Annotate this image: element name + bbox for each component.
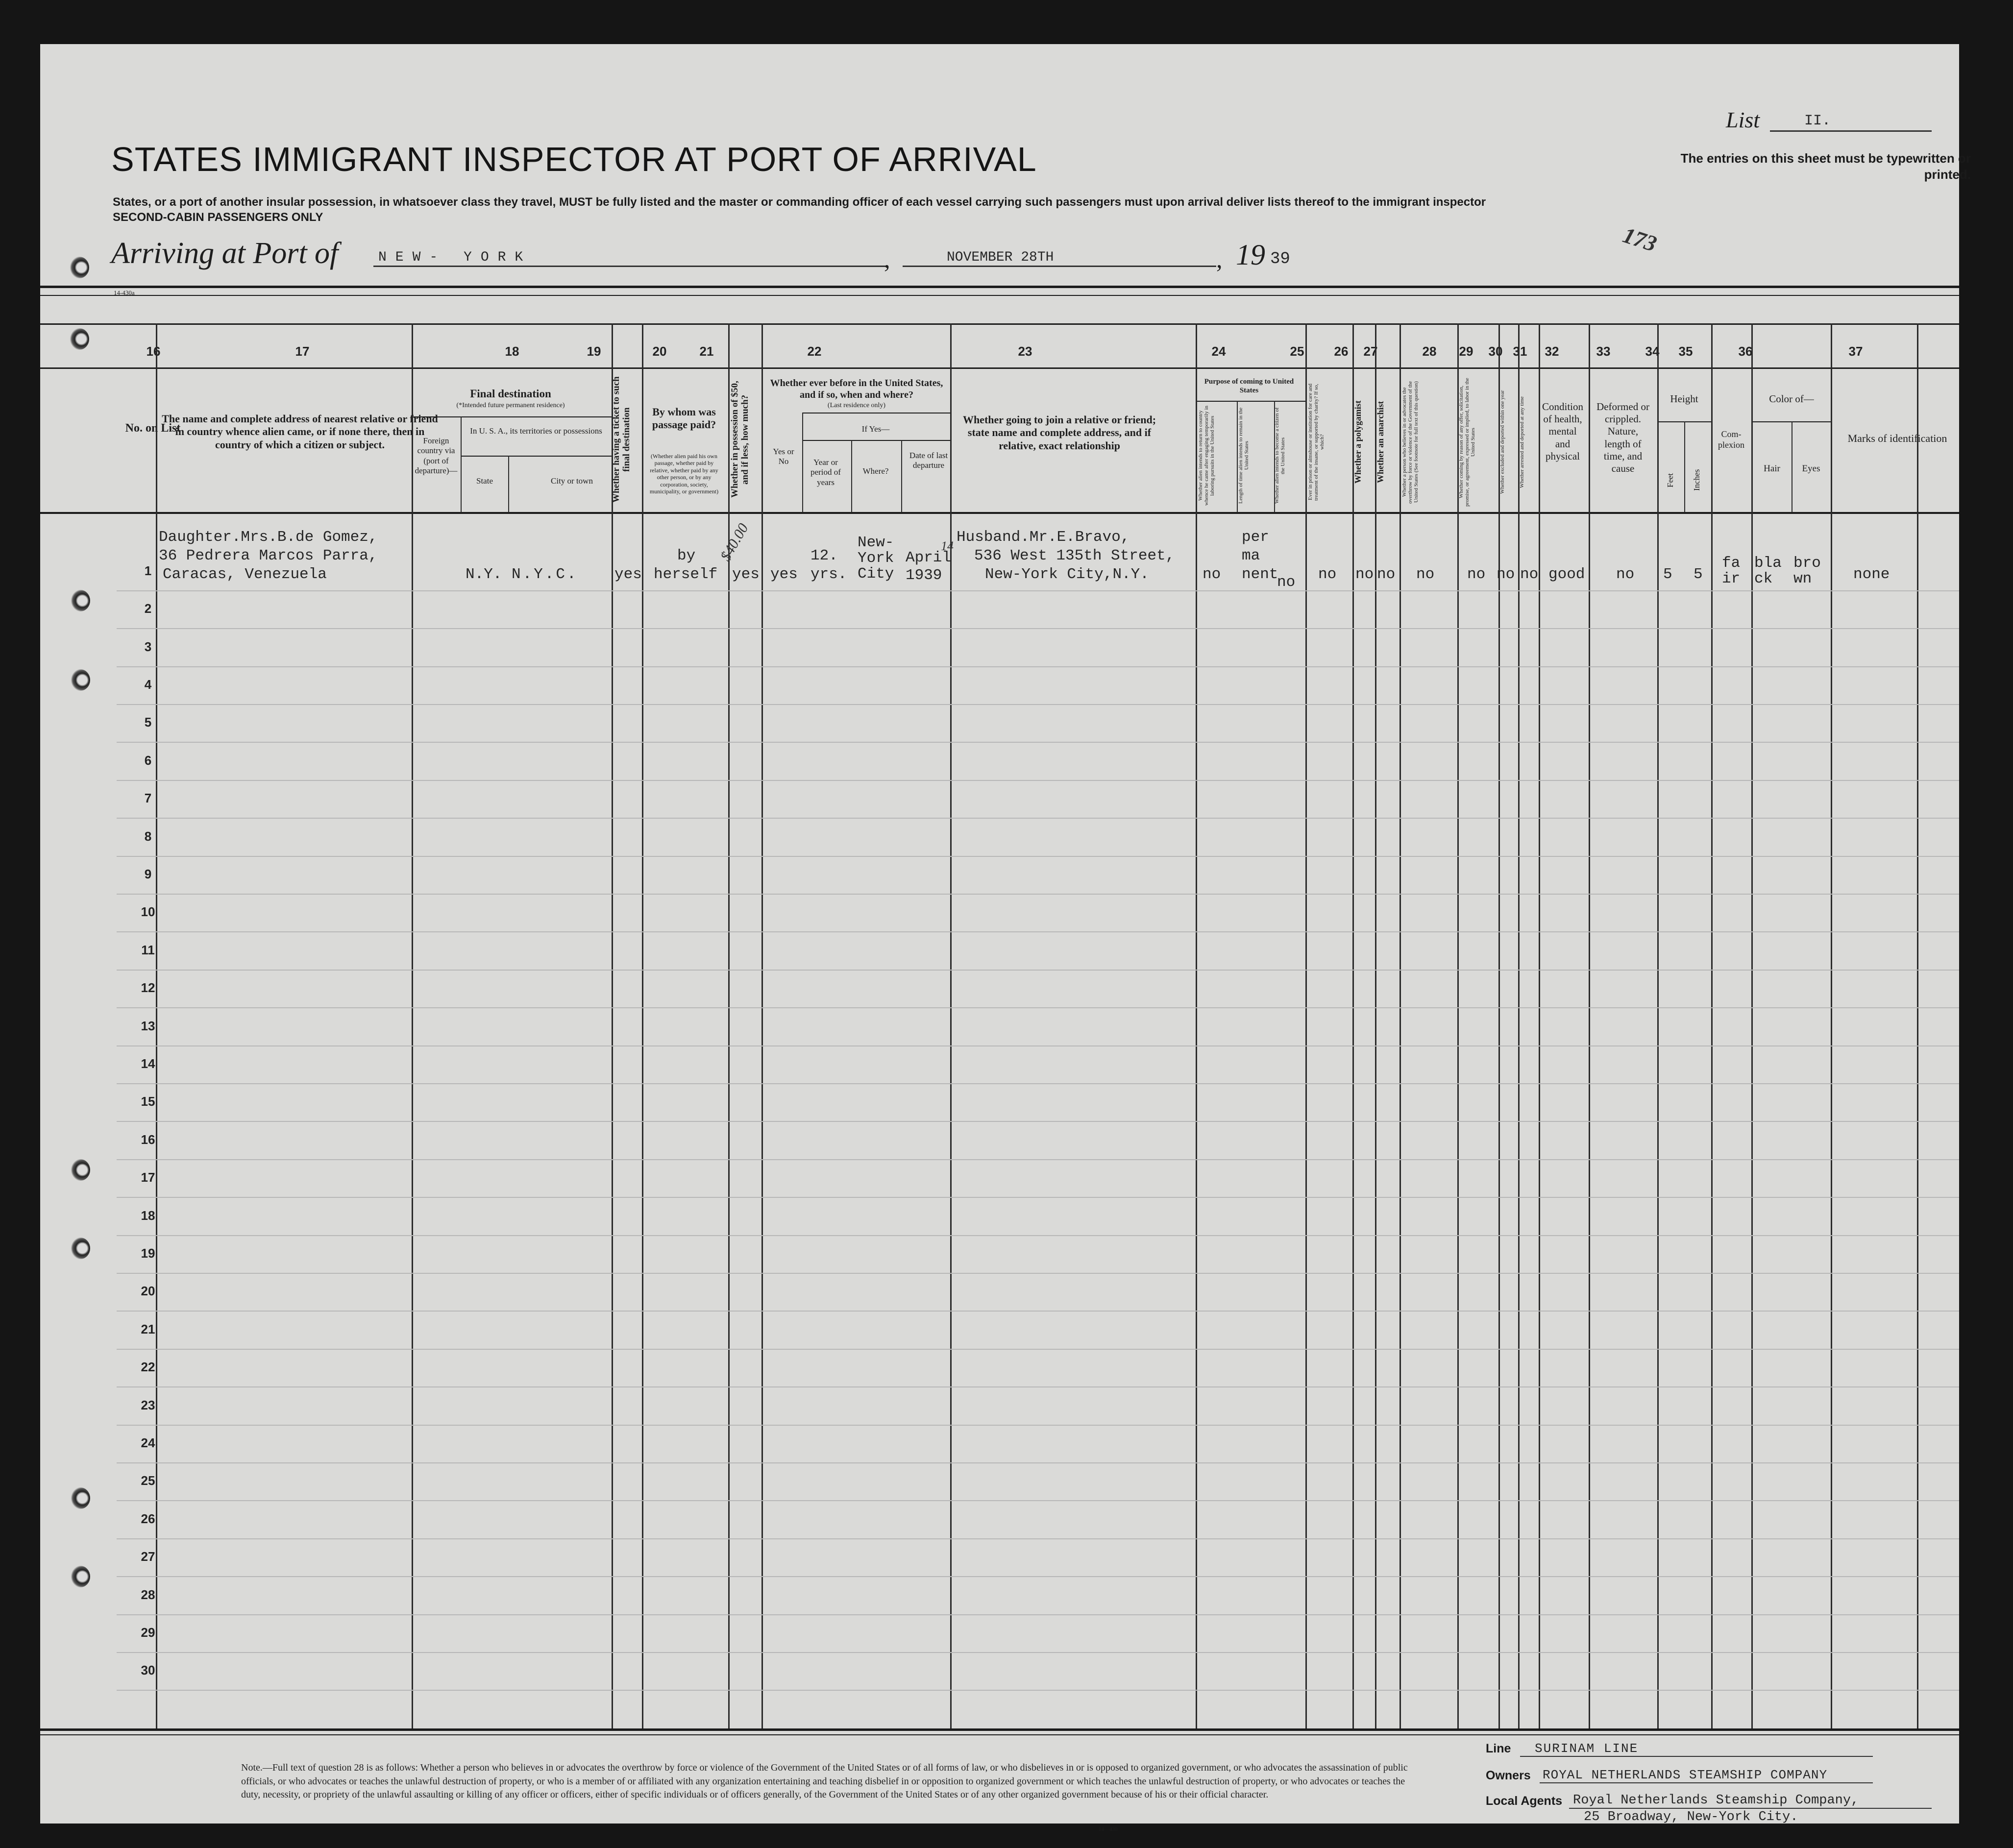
row-number: 29: [141, 1625, 155, 1640]
row-rule-10: [117, 931, 1959, 932]
header-in-usa: In U. S. A., its territories or possessions: [470, 426, 602, 436]
row-number: 7: [144, 791, 152, 805]
row-number: 5: [144, 715, 152, 729]
row-rule-4: [117, 704, 1959, 705]
polygamist-value: no: [1355, 566, 1374, 583]
col-num-33: 33: [1596, 344, 1611, 359]
vrule-29: [1498, 323, 1500, 1728]
row-number: 19: [141, 1246, 155, 1261]
destination-state: N.Y.: [466, 566, 502, 583]
header-excluded: Whether excluded and deported within one year: [1499, 390, 1505, 494]
line-underline: [1520, 1756, 1873, 1757]
col-num-20: 20: [652, 344, 667, 359]
cabin-class: SECOND-CABIN PASSENGERS ONLY: [113, 211, 323, 224]
punch-hole: [71, 1238, 90, 1259]
complexion-line-2: ir: [1722, 570, 1741, 587]
row-rule-14: [117, 1083, 1959, 1084]
where-line-2: York: [858, 550, 894, 567]
vrule-36: [1831, 323, 1832, 1728]
comma: ,: [884, 245, 890, 273]
row-rule-1: [117, 590, 1959, 591]
footer-rule: [40, 1728, 1959, 1731]
row-number: 12: [141, 980, 155, 995]
column-header-top-rule: [40, 367, 1959, 369]
col-num-35: 35: [1678, 344, 1693, 359]
row-rule-15: [117, 1121, 1959, 1122]
where-line-3: City: [858, 565, 894, 583]
contract-value: no: [1467, 566, 1486, 583]
row-number: 25: [141, 1473, 155, 1488]
vrule-37: [1917, 323, 1918, 1728]
header-ever-before: Whether ever before in the United States, and if so, when and where?: [770, 378, 943, 400]
arrival-date: NOVEMBER 28TH: [947, 250, 1054, 265]
vrule-17: [412, 323, 413, 1728]
row-rule-5: [117, 742, 1959, 743]
header-anarchist: Whether an anarchist: [1375, 401, 1385, 484]
arriving-label: Arriving at Port of: [111, 237, 339, 270]
relative-line-1: Daughter.Mrs.B.de Gomez,: [159, 529, 378, 546]
row-number: 15: [141, 1094, 155, 1109]
punch-hole: [70, 328, 89, 350]
header-final-destination-note: (*Intended future permanent residence): [456, 402, 565, 409]
row-number: 13: [141, 1019, 155, 1033]
subheader-rule-purpose: [1197, 401, 1305, 402]
page-title: STATES IMMIGRANT INSPECTOR AT PORT OF ARRIVAL: [111, 140, 1037, 178]
line-label: Line: [1486, 1742, 1511, 1755]
list-number: II.: [1804, 113, 1831, 129]
owners-underline: [1540, 1782, 1873, 1783]
joining-line-2: 536 West 135th Street,: [974, 547, 1175, 564]
divider-where: [901, 440, 902, 512]
col-num-19: 19: [587, 344, 601, 359]
divider-state: [508, 456, 509, 512]
row-number: 2: [144, 601, 152, 616]
comma-2: ,: [1216, 245, 1223, 273]
col-num-30: 30: [1488, 344, 1503, 359]
agents-value-line-1: Royal Netherlands Steamship Company,: [1573, 1793, 1859, 1808]
row-number: 8: [144, 829, 152, 844]
header-final-destination: Final destination: [470, 388, 551, 400]
header-contract-labor: Whether coming by reason of any offer, solicitation, promise, or agreement, expressed or implied, to labor in the United States: [1458, 378, 1476, 507]
joining-line-3: New-York City,N.Y.: [985, 566, 1149, 583]
paid-by-line-2: herself: [654, 566, 718, 583]
page-stamp-number: 173: [1620, 222, 1660, 257]
complexion-line-1: fa: [1722, 555, 1741, 572]
before-value: yes: [770, 566, 798, 583]
health-value: good: [1548, 566, 1585, 583]
row-rule-28: [117, 1614, 1959, 1615]
port-name: NEW- YORK: [378, 250, 532, 265]
row-number: 23: [141, 1398, 155, 1412]
row-rule-16: [117, 1159, 1959, 1160]
period-line-1: 12.: [810, 547, 838, 564]
punch-hole: [70, 257, 89, 278]
header-overthrow: Whether a person who believes in or advocates the overthrow by force or violence of the Government of the United States (See footnote for full text of this question): [1401, 381, 1420, 504]
header-feet: Feet: [1666, 473, 1675, 487]
footnote-question-28: Note.—Full text of question 28 is as follows: Whether a person who believes in or advocates the overthrow by force or violence of the Government of the United States or of all forms of law, or who disbelieves in or is opposed to organized government, or who advocates the assassination of public officials, or who advocates or teaches the unlawful destruction of property, or who is a member of or affiliated with any organization entertaining and teaching disbelief in or opposition to organized government or which teaches the unlawful destruction of property, or who advocates or teaches the duty, necessity, or propriety of the unlawful assaulting or killing of any officer or officers, either of specific individuals or of officers generally, of the Government of the United States or of any other organized government because of his or their official character.: [241, 1762, 1408, 1800]
vrule-31: [1539, 323, 1540, 1728]
row-number: 16: [141, 1132, 155, 1147]
row-rule-29: [117, 1652, 1959, 1653]
period-line-2: yrs.: [810, 566, 847, 583]
agents-value-line-2: 25 Broadway, New-York City.: [1584, 1810, 1798, 1824]
header-color-of: Color of—: [1769, 393, 1814, 405]
punch-hole: [71, 1487, 90, 1509]
citizen-value: no: [1277, 574, 1296, 591]
divider-feet: [1684, 421, 1685, 512]
deformed-value: no: [1616, 566, 1635, 583]
col-num-24: 24: [1211, 344, 1226, 359]
agents-label: Local Agents: [1486, 1794, 1563, 1808]
punch-hole: [71, 1566, 90, 1587]
list-underline: [1770, 130, 1932, 132]
header-ever-before-note: (Last residence only): [827, 402, 886, 409]
col-num-17: 17: [295, 344, 310, 359]
row-rule-24: [117, 1462, 1959, 1463]
vrule-25: [1352, 323, 1354, 1728]
header-rule-thin: [40, 295, 1959, 296]
col-num-37: 37: [1848, 344, 1863, 359]
deported-value: no: [1520, 566, 1539, 583]
header-complexion: Com-plexion: [1718, 429, 1744, 450]
column-header-bottom-rule: [40, 512, 1959, 514]
ticket-value: yes: [614, 566, 642, 583]
length-line-3: nent: [1242, 566, 1278, 583]
departure-line-2: 1939: [906, 567, 942, 584]
header-city: City or town: [551, 476, 593, 486]
header-foreign-country: Foreign country via (port of departure)—: [415, 436, 458, 476]
vrule-28: [1457, 323, 1459, 1728]
row-rule-20: [117, 1311, 1959, 1312]
header-rule: [40, 286, 1959, 288]
header-height: Height: [1670, 393, 1698, 405]
row-rule-11: [117, 970, 1959, 971]
eyes-line-2: wn: [1793, 570, 1812, 587]
hair-line-1: bla: [1754, 555, 1782, 572]
header-date-departure: Date of last departure: [909, 451, 948, 470]
row-number: 18: [141, 1208, 155, 1223]
header-joining: Whether going to join a relative or friend; state name and complete address, and if relative, exact relationship: [962, 413, 1156, 452]
header-by-whom: By whom was passage paid?: [652, 406, 716, 431]
row-number: 24: [141, 1435, 155, 1450]
agents-underline: [1569, 1808, 1932, 1809]
owners-value: ROYAL NETHERLANDS STEAMSHIP COMPANY: [1543, 1768, 1828, 1782]
header-deported: Whether arrested and deported at any time: [1519, 396, 1525, 488]
departure-handwritten: 14: [941, 539, 954, 553]
col-num-29: 29: [1459, 344, 1473, 359]
length-line-2: ma: [1242, 547, 1260, 564]
vrule-24: [1305, 323, 1307, 1728]
money-value: yes: [732, 566, 760, 583]
divider-period: [851, 440, 852, 512]
year-prefix: 19: [1236, 239, 1265, 271]
header-purpose-citizen: Whether alien intends to become a citizen of the United States: [1274, 407, 1286, 504]
col-num-23: 23: [1018, 344, 1032, 359]
header-possession-50: Whether in possession of $50, and if less, how much?: [730, 381, 750, 498]
header-yes-no: Yes or No: [773, 447, 794, 466]
typewritten-note: The entries on this sheet must be typewritten or printed.: [1680, 151, 1971, 182]
col-num-32: 32: [1545, 344, 1559, 359]
column-number-rule: [40, 323, 1959, 325]
divider-foreign: [461, 416, 462, 512]
header-no-on-list: No. on List: [125, 422, 181, 435]
header-state: State: [476, 476, 493, 486]
col-num-25: 25: [1290, 344, 1304, 359]
punch-hole: [71, 1159, 90, 1181]
row-rule-7: [117, 818, 1959, 819]
row-number: 20: [141, 1284, 155, 1298]
row-rule-12: [117, 1007, 1959, 1008]
header-hair: Hair: [1764, 463, 1780, 474]
row-rule-18: [117, 1235, 1959, 1236]
vrule-35: [1751, 323, 1753, 1728]
header-by-whom-note: (Whether alien paid his own passage, whether paid by relative, whether paid by any other person, or by any corporation, society, municipality, or government): [649, 453, 719, 495]
vrule-32: [1589, 323, 1590, 1728]
overthrow-value: no: [1416, 566, 1435, 583]
year-suffix: 39: [1270, 250, 1290, 268]
row-rule-8: [117, 856, 1959, 857]
row-rule-2: [117, 628, 1959, 629]
page-subtitle: States, or a port of another insular possession, in whatsoever class they travel, MUST be fully listed and the master or commanding officer of each vessel carrying such passengers must upon arrival deliver lists thereof to the immigrant inspector: [113, 195, 1486, 209]
row-number: 1: [144, 563, 152, 578]
subheader-rule-usa: [461, 456, 612, 457]
form-code: 14-430a: [114, 289, 135, 296]
col-num-18: 18: [505, 344, 519, 359]
footer-form-code: 14—430: [1099, 1826, 1118, 1832]
header-purpose: Purpose of coming to United States: [1204, 378, 1294, 394]
row-number: 17: [141, 1170, 155, 1185]
vrule-34: [1711, 323, 1713, 1728]
departure-line-1: April: [906, 549, 952, 566]
list-label: List: [1726, 107, 1760, 132]
header-deformed: Deformed or crippled. Nature, length of time, and cause: [1596, 401, 1649, 474]
punch-hole: [71, 590, 90, 611]
row-number: 26: [141, 1511, 155, 1526]
header-where: Where?: [862, 466, 889, 476]
row-number: 22: [141, 1360, 155, 1374]
divider-purpose-a: [1237, 401, 1238, 512]
vrule-23: [1196, 323, 1197, 1728]
header-polygamist: Whether a polygamist: [1353, 400, 1363, 484]
eyes-line-1: bro: [1793, 555, 1821, 572]
divider-purpose-b: [1274, 401, 1275, 512]
col-num-22: 22: [807, 344, 822, 359]
header-year-period: Year or period of years: [810, 458, 841, 487]
col-num-28: 28: [1422, 344, 1437, 359]
height-inches-value: 5: [1694, 566, 1703, 583]
marks-value: none: [1853, 566, 1890, 583]
row-rule-17: [117, 1197, 1959, 1198]
port-underline: [373, 266, 888, 267]
row-rule-22: [117, 1386, 1959, 1387]
header-purpose-length: Length of time alien intends to remain in the United States: [1238, 407, 1250, 504]
header-ticket: Whether having a ticket to such final destination: [611, 376, 632, 503]
header-if-yes: If Yes—: [861, 424, 890, 434]
row-number: 6: [144, 753, 152, 768]
subheader-rule: [413, 416, 612, 417]
vrule-19: [642, 323, 643, 1728]
vrule-33: [1657, 323, 1659, 1728]
vrule-27: [1399, 323, 1401, 1728]
row-number: 14: [141, 1056, 155, 1071]
destination-city: N.Y.C.: [512, 566, 578, 583]
header-eyes: Eyes: [1802, 463, 1820, 474]
hair-line-2: ck: [1754, 570, 1773, 587]
row-number: 28: [141, 1587, 155, 1602]
row-number: 4: [144, 677, 152, 692]
relative-line-3: Caracas, Venezuela: [163, 566, 327, 583]
row-rule-3: [117, 666, 1959, 667]
header-purpose-return: Whether alien intends to return to country whence he came after engaging temporarily in laboring pursuits in the United States: [1198, 406, 1216, 506]
vrule-21: [761, 323, 763, 1728]
row-rule-26: [117, 1538, 1959, 1539]
excluded-value: no: [1497, 566, 1515, 583]
row-number: 11: [141, 943, 155, 957]
header-relative-abroad: The name and complete address of nearest relative or friend in country whence alien came, or if none there, then in country of which a citizen or subject.: [162, 413, 438, 451]
row-rule-25: [117, 1500, 1959, 1501]
vrule-18: [612, 323, 613, 1728]
row-rule-6: [117, 780, 1959, 781]
row-rule-23: [117, 1425, 1959, 1426]
header-prison: Ever in prison or almshouse or institution for care and treatment of the insane, or supported by charity? If so, which?: [1307, 384, 1326, 501]
subheader-rule-ifyes-2: [802, 440, 950, 441]
row-rule-27: [117, 1576, 1959, 1577]
row-number: 9: [144, 867, 152, 881]
col-num-27: 27: [1363, 344, 1378, 359]
col-num-21: 21: [699, 344, 714, 359]
row-number: 21: [141, 1322, 155, 1337]
row-number: 10: [141, 904, 155, 919]
prison-value: no: [1318, 566, 1337, 583]
col-num-16: 16: [146, 344, 161, 359]
divider-yesno: [802, 413, 803, 512]
vrule-30: [1518, 323, 1520, 1728]
joining-line-1: Husband.Mr.E.Bravo,: [957, 529, 1130, 546]
col-num-36: 36: [1738, 344, 1753, 359]
header-inches: Inches: [1692, 469, 1701, 491]
where-line-1: New-: [858, 534, 894, 551]
row-rule-19: [117, 1273, 1959, 1274]
col-num-31: 31: [1513, 344, 1527, 359]
footer-rule-thin: [40, 1734, 1959, 1735]
vrule-26: [1375, 323, 1376, 1728]
row-rule-21: [117, 1349, 1959, 1350]
anarchist-value: no: [1377, 566, 1396, 583]
manifest-sheet: [40, 44, 1971, 1832]
row-number: 30: [141, 1663, 155, 1678]
row-number: 27: [141, 1549, 155, 1564]
paid-by-line-1: by: [677, 547, 696, 564]
punch-hole: [71, 669, 90, 691]
return-value: no: [1203, 566, 1221, 583]
date-underline: [903, 266, 1216, 267]
header-marks: Marks of identification: [1847, 432, 1947, 444]
row-rule-30: [117, 1690, 1959, 1691]
length-line-1: per: [1242, 529, 1269, 546]
owners-label: Owners: [1486, 1769, 1531, 1782]
col-num-34: 34: [1645, 344, 1660, 359]
col-num-26: 26: [1334, 344, 1349, 359]
line-value: SURINAM LINE: [1535, 1741, 1639, 1756]
header-health: Condition of health, mental and physical: [1542, 401, 1583, 462]
row-number: 3: [144, 639, 152, 654]
height-feet-value: 5: [1663, 566, 1672, 583]
money-handwritten: $40.00: [717, 520, 752, 564]
relative-line-2: 36 Pedrera Marcos Parra,: [159, 547, 378, 564]
row-rule-9: [117, 894, 1959, 895]
vrule-22: [950, 323, 952, 1728]
